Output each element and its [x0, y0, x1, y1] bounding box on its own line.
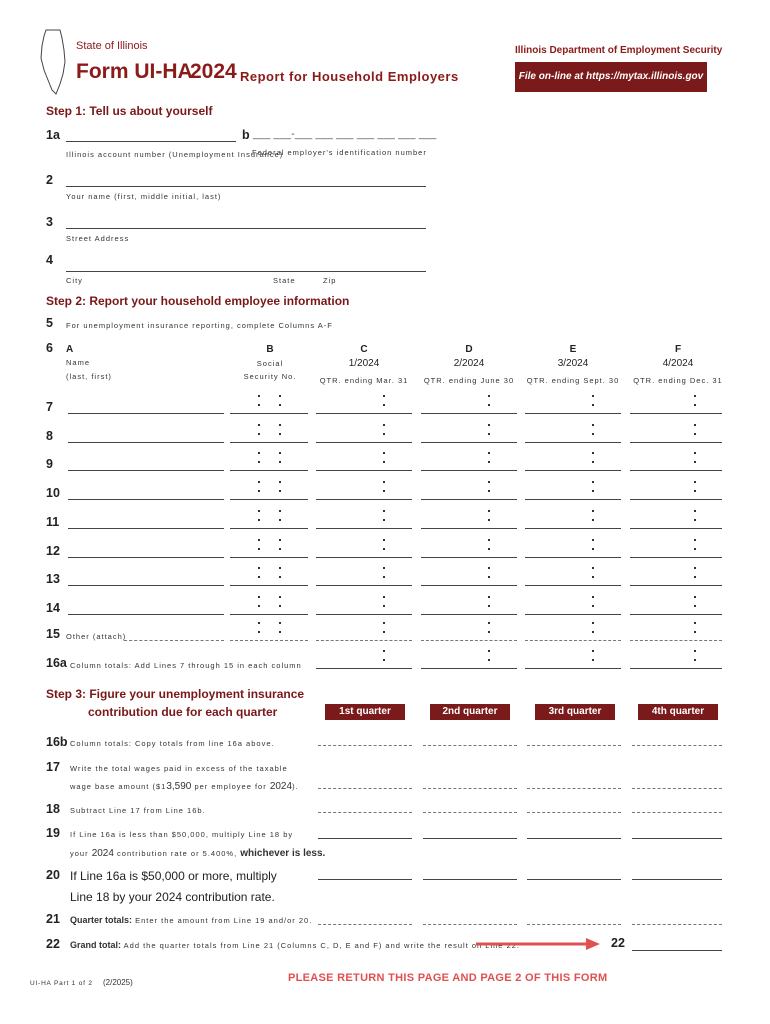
line-17-text2: wage base amount ($13,590 per employee for 2024).: [70, 781, 299, 792]
line-3-label: 3: [46, 215, 53, 229]
state-caption: State: [273, 276, 296, 285]
step2-title: Step 2: Report your household employee information: [46, 294, 350, 308]
step3-quarter-field[interactable]: [527, 788, 621, 789]
step3-title-line1: Step 3: Figure your unemployment insurance: [46, 687, 305, 701]
step3-quarter-field[interactable]: [527, 812, 621, 813]
step3-quarter-field[interactable]: [423, 745, 517, 746]
line-20-label: 20: [46, 868, 60, 882]
line-5-label: 5: [46, 316, 53, 330]
employee-ssn-field[interactable]: [230, 442, 308, 443]
illinois-state-outline-icon: [38, 28, 68, 98]
line-5-text: For unemployment insurance reporting, complete Columns A-F: [66, 321, 333, 330]
line-19-text1: If Line 16a is less than $50,000, multiply Line 18 by: [70, 830, 294, 839]
step3-quarter-field[interactable]: [423, 788, 517, 789]
fein-field[interactable]: ___ ___-___ ___ ___ ___ ___ ___ ___: [253, 129, 437, 140]
line-15-text: Other (attach): [66, 632, 127, 641]
quarter-wage-field[interactable]: [630, 442, 722, 443]
right-arrow-icon: [474, 936, 604, 952]
line-16a-text: Column totals: Add Lines 7 through 15 in each column: [70, 661, 302, 670]
line-6-label: 6: [46, 341, 53, 355]
row-line-number: 14: [46, 600, 60, 615]
agency-name: Illinois Department of Employment Security: [515, 45, 723, 56]
line-16b-label: 16b: [46, 735, 68, 749]
employee-ssn-field[interactable]: [230, 499, 308, 500]
employee-ssn-field[interactable]: [230, 413, 308, 414]
form-id: UI-HA Part 1 of 2: [30, 980, 93, 987]
total-f-field[interactable]: [630, 668, 722, 669]
city-state-zip-field[interactable]: [66, 271, 426, 272]
quarter-wage-field[interactable]: [421, 557, 517, 558]
total-e-field[interactable]: [525, 668, 621, 669]
quarter-wage-field[interactable]: [316, 528, 412, 529]
column-a-letter: A: [66, 344, 74, 355]
quarter-3-header: 3rd quarter: [535, 704, 615, 720]
employee-ssn-field[interactable]: [230, 557, 308, 558]
employee-name-field[interactable]: [68, 442, 224, 443]
line-21-label: 21: [46, 912, 60, 926]
fein-caption: Federal employer's identification number: [252, 148, 427, 157]
step3-quarter-field[interactable]: [527, 838, 621, 839]
quarter-wage-field[interactable]: [630, 499, 722, 500]
row-line-number: 8: [46, 428, 53, 443]
employee-name-field[interactable]: [68, 585, 224, 586]
line-17-text1: Write the total wages paid in excess of the taxable: [70, 764, 288, 773]
quarter-wage-field[interactable]: [421, 585, 517, 586]
quarter-4-header: 4th quarter: [638, 704, 718, 720]
row-line-number: 9: [46, 457, 53, 472]
employee-name-field[interactable]: [68, 470, 224, 471]
other-c-field[interactable]: [316, 640, 412, 641]
line-22-text: Grand total: Add the quarter totals from Line 21 (Columns C, D, E and F) and write the result on Line 22.: [70, 940, 520, 950]
quarter-wage-field[interactable]: [630, 470, 722, 471]
employee-name-field[interactable]: [68, 614, 224, 615]
column-d-header: D 2/2024 QTR. ending June 30: [423, 344, 515, 385]
street-address-field[interactable]: [66, 228, 426, 229]
quarter-wage-field[interactable]: [630, 557, 722, 558]
quarter-wage-field[interactable]: [316, 442, 412, 443]
line-19-label: 19: [46, 826, 60, 840]
step3-quarter-field[interactable]: [632, 788, 722, 789]
employee-name-field[interactable]: [68, 557, 224, 558]
quarter-wage-field[interactable]: [421, 470, 517, 471]
step3-quarter-field[interactable]: [632, 745, 722, 746]
step3-quarter-field[interactable]: [632, 879, 722, 880]
step3-quarter-field[interactable]: [632, 812, 722, 813]
column-a-subtitle: (last, first): [66, 372, 112, 381]
employee-ssn-field[interactable]: [230, 470, 308, 471]
report-title: Report for Household Employers: [240, 69, 459, 84]
quarter-wage-field[interactable]: [421, 413, 517, 414]
name-field[interactable]: [66, 186, 426, 187]
other-e-field[interactable]: [525, 640, 621, 641]
form-year: 2024: [190, 60, 237, 83]
city-caption: City: [66, 276, 83, 285]
quarter-wage-field[interactable]: [525, 442, 621, 443]
quarter-wage-field[interactable]: [421, 442, 517, 443]
other-d-field[interactable]: [421, 640, 517, 641]
step3-quarter-field[interactable]: [423, 924, 517, 925]
quarter-2-header: 2nd quarter: [430, 704, 510, 720]
step3-quarter-field[interactable]: [318, 879, 412, 880]
quarter-1-header: 1st quarter: [325, 704, 405, 720]
return-notice: PLEASE RETURN THIS PAGE AND PAGE 2 OF THIS FORM: [288, 972, 608, 984]
line-16b-text: Column totals: Copy totals from line 16a above.: [70, 739, 275, 748]
line-17-label: 17: [46, 760, 60, 774]
line-22-label: 22: [46, 937, 60, 951]
line-1a-label: 1a: [46, 128, 60, 142]
line-16a-label: 16a: [46, 656, 67, 670]
other-f-field[interactable]: [630, 640, 722, 641]
quarter-wage-field[interactable]: [316, 499, 412, 500]
total-c-field[interactable]: [316, 668, 412, 669]
quarter-wage-field[interactable]: [421, 614, 517, 615]
row-line-number: 13: [46, 572, 60, 587]
column-b-letter: B: [266, 344, 274, 355]
column-a-name: Name: [66, 358, 91, 367]
account-number-field[interactable]: [66, 141, 236, 142]
employee-ssn-field[interactable]: [230, 614, 308, 615]
row-line-number: 12: [46, 543, 60, 558]
quarter-wage-field[interactable]: [525, 528, 621, 529]
state-label: State of Illinois: [76, 40, 148, 52]
line-18-text: Subtract Line 17 from Line 16b.: [70, 806, 206, 815]
total-d-field[interactable]: [421, 668, 517, 669]
line-20-text2: Line 18 by your 2024 contribution rate.: [70, 890, 275, 904]
quarter-wage-field[interactable]: [525, 557, 621, 558]
quarter-wage-field[interactable]: [421, 528, 517, 529]
column-b-line2: Security No.: [243, 372, 297, 381]
line-21-text: Quarter totals: Enter the amount from Line 19 and/or 20.: [70, 915, 313, 925]
quarter-wage-field[interactable]: [630, 585, 722, 586]
step3-quarter-field[interactable]: [423, 812, 517, 813]
quarter-wage-field[interactable]: [316, 470, 412, 471]
step3-quarter-field[interactable]: [423, 838, 517, 839]
step3-title-line2: contribution due for each quarter: [88, 705, 278, 719]
column-f-header: F 4/2024 QTR. ending Dec. 31: [633, 344, 723, 385]
quarter-wage-field[interactable]: [316, 614, 412, 615]
step3-quarter-field[interactable]: [632, 924, 722, 925]
step1-title: Step 1: Tell us about yourself: [46, 104, 213, 118]
step3-quarter-field[interactable]: [318, 788, 412, 789]
employee-name-field[interactable]: [68, 413, 224, 414]
other-name-field[interactable]: [124, 640, 224, 641]
quarter-wage-field[interactable]: [421, 499, 517, 500]
employee-name-field[interactable]: [68, 499, 224, 500]
row-line-number: 11: [46, 514, 60, 529]
quarter-wage-field[interactable]: [630, 528, 722, 529]
quarter-wage-field[interactable]: [316, 557, 412, 558]
step3-quarter-field[interactable]: [632, 838, 722, 839]
step3-quarter-field[interactable]: [318, 745, 412, 746]
account-caption: Illinois account number (Unemployment Insurance): [66, 150, 284, 159]
grand-total-field[interactable]: [632, 950, 722, 951]
step3-quarter-field[interactable]: [318, 924, 412, 925]
step3-quarter-field[interactable]: [527, 745, 621, 746]
row-line-number: 7: [46, 400, 53, 414]
line-22-right-label: 22: [611, 936, 625, 950]
quarter-wage-field[interactable]: [525, 585, 621, 586]
step3-quarter-field[interactable]: [318, 812, 412, 813]
quarter-wage-field[interactable]: [525, 470, 621, 471]
quarter-wage-field[interactable]: [525, 614, 621, 615]
name-caption: Your name (first, middle initial, last): [66, 192, 222, 201]
line-15-label: 15: [46, 627, 60, 641]
employee-name-field[interactable]: [68, 528, 224, 529]
form-date: (2/2025): [103, 978, 133, 987]
column-c-header: C 1/2024 QTR. ending Mar. 31: [319, 344, 409, 385]
file-online-link[interactable]: File on-line at https://mytax.illinois.gov: [515, 62, 707, 92]
other-ssn-field[interactable]: [230, 640, 308, 641]
line-2-label: 2: [46, 173, 53, 187]
form-title: Form UI-HA: [76, 60, 193, 83]
line-20-text1: If Line 16a is $50,000 or more, multiply: [70, 869, 277, 883]
line-1b-label: b: [242, 128, 250, 142]
street-address-caption: Street Address: [66, 234, 130, 243]
column-b-line1: Social: [256, 359, 284, 368]
quarter-wage-field[interactable]: [630, 614, 722, 615]
line-19-text2: your 2024 contribution rate or 5.400%, whichever is less.: [70, 848, 326, 859]
step3-quarter-field[interactable]: [527, 924, 621, 925]
quarter-wage-field[interactable]: [630, 413, 722, 414]
quarter-wage-field[interactable]: [525, 413, 621, 414]
employee-ssn-field[interactable]: [230, 585, 308, 586]
step3-quarter-field[interactable]: [318, 838, 412, 839]
step3-quarter-field[interactable]: [423, 879, 517, 880]
quarter-wage-field[interactable]: [316, 585, 412, 586]
employee-ssn-field[interactable]: [230, 528, 308, 529]
row-line-number: 10: [46, 486, 60, 501]
quarter-wage-field[interactable]: [525, 499, 621, 500]
line-18-label: 18: [46, 802, 60, 816]
step3-quarter-field[interactable]: [527, 879, 621, 880]
quarter-wage-field[interactable]: [316, 413, 412, 414]
zip-caption: Zip: [323, 276, 337, 285]
line-4-label: 4: [46, 253, 53, 267]
column-e-header: E 3/2024 QTR. ending Sept. 30: [526, 344, 620, 385]
